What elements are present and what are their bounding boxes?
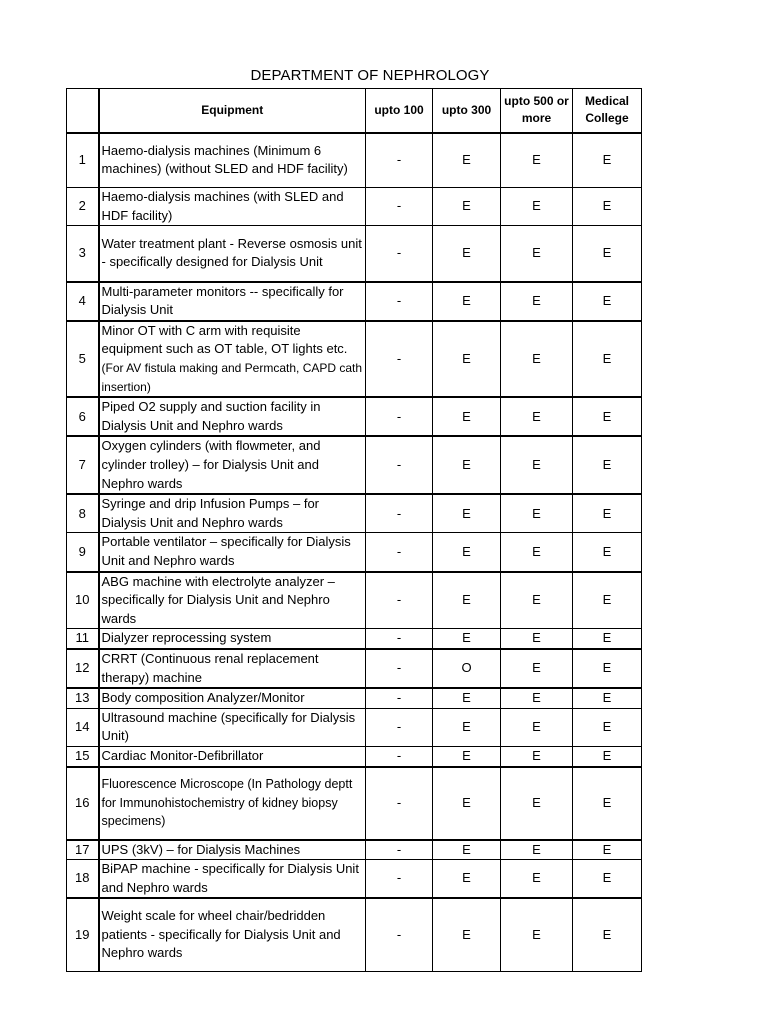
- value-upto-500: E: [501, 688, 573, 708]
- equipment-name: Piped O2 supply and suction facility in Dialysis Unit and Nephro wards: [99, 397, 366, 436]
- header-medical-college: Medical College: [573, 89, 642, 133]
- value-medical-college: E: [573, 688, 642, 708]
- table-row: [67, 860, 642, 899]
- row-number: 10: [67, 572, 99, 629]
- row-number: 15: [67, 746, 99, 766]
- value-upto-100: -: [366, 282, 433, 321]
- equipment-main-text: Minor OT with C arm with requisite equipment such as OT table, OT lights etc.: [101, 322, 348, 357]
- value-upto-500: E: [501, 436, 573, 494]
- value-upto-300: E: [433, 226, 501, 282]
- value-upto-500: E: [501, 321, 573, 397]
- value-upto-300: E: [433, 397, 501, 436]
- row-number: 9: [67, 533, 99, 572]
- value-upto-500: E: [501, 629, 573, 649]
- value-medical-college: E: [573, 746, 642, 766]
- table-row: [67, 321, 642, 397]
- row-number: 12: [67, 649, 99, 688]
- value-upto-300: E: [433, 860, 501, 899]
- value-medical-college: E: [573, 188, 642, 226]
- value-upto-500: E: [501, 282, 573, 321]
- value-upto-300: E: [433, 746, 501, 766]
- value-medical-college: E: [573, 494, 642, 533]
- header-upto-500: upto 500 or more: [501, 89, 573, 133]
- equipment-name: BiPAP machine - specifically for Dialysis Unit and Nephro wards: [99, 860, 366, 899]
- value-upto-500: E: [501, 572, 573, 629]
- value-upto-300: E: [433, 436, 501, 494]
- table-row: [67, 282, 642, 321]
- value-medical-college: E: [573, 133, 642, 188]
- value-upto-500: E: [501, 397, 573, 436]
- value-medical-college: E: [573, 282, 642, 321]
- row-number: 6: [67, 397, 99, 436]
- value-medical-college: E: [573, 860, 642, 899]
- table-row: [67, 629, 642, 649]
- table-row: [67, 533, 642, 572]
- value-medical-college: E: [573, 436, 642, 494]
- value-upto-100: -: [366, 629, 433, 649]
- table-row: [67, 649, 642, 688]
- value-upto-100: -: [366, 840, 433, 860]
- row-number: 16: [67, 767, 99, 840]
- value-upto-300: E: [433, 533, 501, 572]
- equipment-name: Portable ventilator – specifically for Dialysis Unit and Nephro wards: [99, 533, 366, 572]
- equipment-name: Syringe and drip Infusion Pumps – for Dialysis Unit and Nephro wards: [99, 494, 366, 533]
- value-upto-100: -: [366, 572, 433, 629]
- equipment-table: [66, 88, 642, 972]
- table-row: [67, 898, 642, 971]
- value-upto-100: -: [366, 708, 433, 746]
- value-upto-500: E: [501, 226, 573, 282]
- table-row: [67, 572, 642, 629]
- equipment-name: Body composition Analyzer/Monitor: [99, 688, 366, 708]
- row-number: 7: [67, 436, 99, 494]
- row-number: 17: [67, 840, 99, 860]
- equipment-name: Oxygen cylinders (with flowmeter, and cylinder trolley) – for Dialysis Unit and Nephro wards: [99, 436, 366, 494]
- value-upto-100: -: [366, 898, 433, 971]
- value-upto-100: -: [366, 436, 433, 494]
- header-serial: [67, 89, 99, 133]
- table-row: [67, 840, 642, 860]
- table-row: [67, 436, 642, 494]
- value-upto-100: -: [366, 688, 433, 708]
- value-upto-500: E: [501, 494, 573, 533]
- value-upto-500: E: [501, 898, 573, 971]
- value-upto-300: E: [433, 282, 501, 321]
- value-upto-300: O: [433, 649, 501, 688]
- value-upto-300: E: [433, 321, 501, 397]
- value-upto-100: -: [366, 188, 433, 226]
- page-title: DEPARTMENT OF NEPHROLOGY: [250, 67, 490, 84]
- value-upto-100: -: [366, 533, 433, 572]
- row-number: 4: [67, 282, 99, 321]
- table-header-row: [67, 89, 642, 133]
- value-upto-100: -: [366, 226, 433, 282]
- value-upto-300: E: [433, 629, 501, 649]
- value-upto-300: E: [433, 898, 501, 971]
- value-medical-college: E: [573, 898, 642, 971]
- table-row: [67, 708, 642, 746]
- row-number: 5: [67, 321, 99, 397]
- value-medical-college: E: [573, 226, 642, 282]
- value-upto-300: E: [433, 133, 501, 188]
- value-upto-500: E: [501, 767, 573, 840]
- value-upto-500: E: [501, 133, 573, 188]
- value-upto-100: -: [366, 860, 433, 899]
- value-upto-300: E: [433, 708, 501, 746]
- equipment-name: Multi-parameter monitors -- specifically for Dialysis Unit: [99, 282, 366, 321]
- row-number: 14: [67, 708, 99, 746]
- equipment-name: ABG machine with electrolyte analyzer – specifically for Dialysis Unit and Nephro wards: [99, 572, 366, 629]
- equipment-note: (For AV fistula making and Permcath, CAPD cath insertion): [101, 361, 363, 394]
- row-number: 11: [67, 629, 99, 649]
- table-row: [67, 397, 642, 436]
- value-medical-college: E: [573, 572, 642, 629]
- equipment-name: Ultrasound machine (specifically for Dialysis Unit): [99, 708, 366, 746]
- value-upto-500: E: [501, 840, 573, 860]
- equipment-name: CRRT (Continuous renal replacement therapy) machine: [99, 649, 366, 688]
- row-number: 3: [67, 226, 99, 282]
- value-upto-300: E: [433, 840, 501, 860]
- equipment-name: Dialyzer reprocessing system: [99, 629, 366, 649]
- value-upto-500: E: [501, 649, 573, 688]
- value-upto-300: E: [433, 572, 501, 629]
- value-medical-college: E: [573, 321, 642, 397]
- table-row: [67, 767, 642, 840]
- row-number: 1: [67, 133, 99, 188]
- value-upto-500: E: [501, 746, 573, 766]
- value-upto-300: E: [433, 494, 501, 533]
- header-upto-300: upto 300: [433, 89, 501, 133]
- value-medical-college: E: [573, 397, 642, 436]
- value-upto-100: -: [366, 649, 433, 688]
- value-upto-100: -: [366, 133, 433, 188]
- value-upto-300: E: [433, 767, 501, 840]
- value-medical-college: E: [573, 533, 642, 572]
- equipment-name: Weight scale for wheel chair/bedridden patients - specifically for Dialysis Unit and Nephro wards: [99, 898, 366, 971]
- table-row: [67, 688, 642, 708]
- row-number: 2: [67, 188, 99, 226]
- row-number: 18: [67, 860, 99, 899]
- value-medical-college: E: [573, 840, 642, 860]
- value-medical-college: E: [573, 629, 642, 649]
- value-medical-college: E: [573, 767, 642, 840]
- equipment-name: UPS (3kV) – for Dialysis Machines: [99, 840, 366, 860]
- table-row: [67, 226, 642, 282]
- value-upto-100: -: [366, 494, 433, 533]
- value-medical-college: E: [573, 649, 642, 688]
- row-number: 19: [67, 898, 99, 971]
- value-upto-500: E: [501, 860, 573, 899]
- equipment-name: Fluorescence Microscope (In Pathology deptt for Immunohistochemistry of kidney biopsy specimens): [99, 767, 366, 840]
- row-number: 13: [67, 688, 99, 708]
- table-row: [67, 746, 642, 766]
- header-equipment: Equipment: [99, 89, 366, 133]
- equipment-name: Haemo-dialysis machines (Minimum 6 machines) (without SLED and HDF facility): [99, 133, 366, 188]
- value-upto-500: E: [501, 533, 573, 572]
- value-upto-100: -: [366, 746, 433, 766]
- value-upto-100: -: [366, 321, 433, 397]
- value-upto-500: E: [501, 708, 573, 746]
- value-upto-500: E: [501, 188, 573, 226]
- table-row: [67, 494, 642, 533]
- equipment-name: Water treatment plant - Reverse osmosis unit - specifically designed for Dialysis Unit: [99, 226, 366, 282]
- equipment-name: [99, 321, 366, 397]
- table-row: [67, 188, 642, 226]
- value-upto-100: -: [366, 767, 433, 840]
- value-upto-100: -: [366, 397, 433, 436]
- value-medical-college: E: [573, 708, 642, 746]
- value-upto-300: E: [433, 688, 501, 708]
- equipment-name: Haemo-dialysis machines (with SLED and HDF facility): [99, 188, 366, 226]
- header-upto-100: upto 100: [366, 89, 433, 133]
- equipment-name: Cardiac Monitor-Defibrillator: [99, 746, 366, 766]
- value-upto-300: E: [433, 188, 501, 226]
- row-number: 8: [67, 494, 99, 533]
- table-row: [67, 133, 642, 188]
